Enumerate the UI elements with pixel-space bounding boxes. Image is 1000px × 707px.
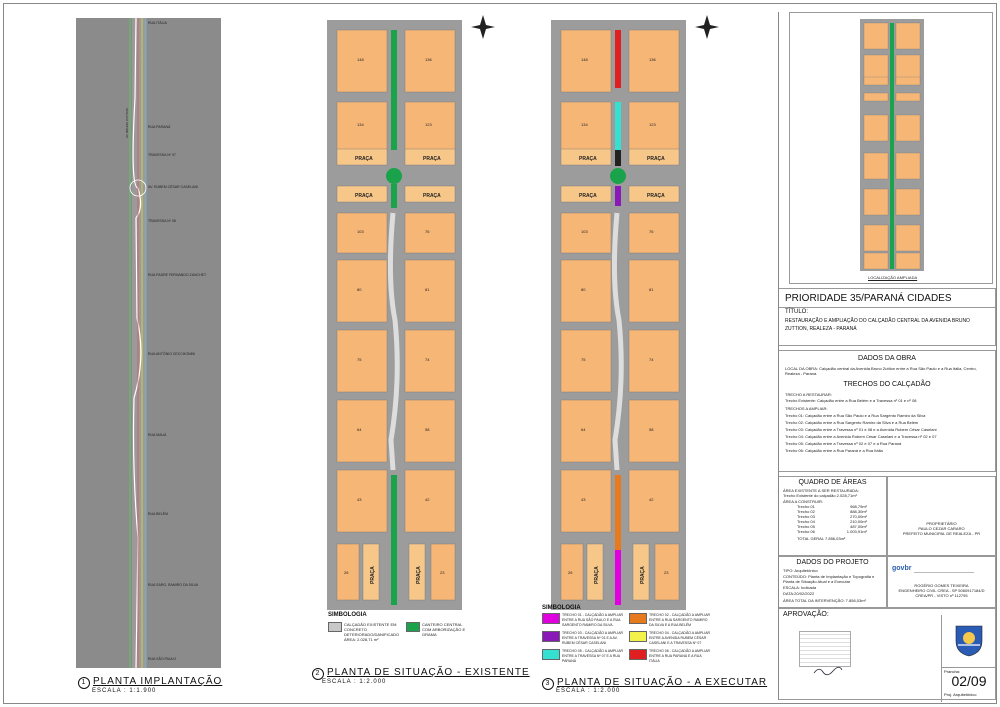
mini-block [896,225,920,251]
city-block [337,470,387,532]
legend-swatch [629,649,647,660]
street-label: RUA PADRE FERNANDO ZANCHET [148,273,207,277]
mini-block [896,23,920,49]
mini-block [896,153,920,179]
street-label: RUA SÃO PAULO [148,657,177,661]
dados-obra-title: DADOS DA OBRA [858,355,916,362]
praca-label: PRAÇA [355,156,373,162]
street-label: RUA BELÉM [148,512,169,516]
panel3-title-text: PLANTA DE SITUAÇÃO - A EXECUTAR [557,677,768,688]
area-row-label: Trecho 01 [797,504,815,509]
legend-swatch [629,631,647,642]
location-label: LOCALIZAÇÃO AMPLIADA [868,275,918,280]
prancha-cell [941,667,996,702]
area-row-label: Trecho 06 [797,529,815,534]
escala-text: ESCALA: Indicada [783,585,817,590]
block-number: 26 [344,570,349,575]
block-number: 43 [357,497,362,502]
engenheiro-box [887,556,996,608]
mini-block [864,225,888,251]
aprovacao-box [779,608,996,700]
trecho-item: Trecho 02: Calçadão entre a Rua Sargento Ramiro da Silva e a Rua Belém [785,420,919,425]
block-number: 148 [357,57,364,62]
trechos-title: TRECHOS DO CALÇADÃO [843,381,931,388]
title-block [778,12,996,700]
block-number: 123 [425,122,432,127]
proprietario-box [887,476,996,556]
brasao-cell [941,615,996,667]
block-number: 136 [425,57,432,62]
satellite-base [76,18,221,668]
trecho-02 [615,475,621,550]
block-number: 26 [568,570,573,575]
legend-swatch-existing [328,622,342,632]
praca-label: PRAÇA [579,193,597,199]
legend-item [629,649,712,664]
block-number: 103 [357,229,364,234]
dados-obra-box [779,350,996,472]
area-restaurar-label: ÁREA EXISTENTE A SER RESTAURADA: [783,488,859,493]
praca-label: PRAÇA [647,156,665,162]
mini-block [864,153,888,179]
city-block [405,260,455,322]
area-row-value: 270,00m² [850,514,867,519]
panel2-legend-title: SIMBOLOGIA [328,612,367,618]
city-block [405,400,455,462]
block-number: 134 [357,122,364,127]
street-label: TRAVESSA Nº 08 [148,219,176,223]
legend-item [629,631,712,646]
panel1-scale: ESCALA : 1:1.900 [92,688,157,694]
ampliar-label: TRECHOS A AMPLIAR: [785,406,828,411]
area-construir-label: ÁREA A CONSTRUIR: [783,499,824,504]
block-number: 42 [425,497,430,502]
mini-block [896,115,920,141]
city-block [629,260,679,322]
legend-text: TRECHO 01 - CALÇADÃO A AMPLIAR ENTRE A RUA SÃO PAULO E A RUA SARGENTO RAMIRO DA SILVA [562,613,624,627]
block-number: 80 [581,287,586,292]
area-row-label: Trecho 02 [797,509,815,514]
block-number: 123 [649,122,656,127]
green-median [391,184,397,208]
legend-item [542,649,625,664]
green-roundabout [610,168,626,184]
signature-icon [813,665,843,677]
local-obra: LOCAL DA OBRA: Calçadão central da Avenida Bruno Zuttion entre a Rua São Paulo e a Rua Itália, Centro, Realeza - Paraná. [785,366,977,376]
trecho-item: Trecho 04: Calçadão entre a Avenida Rubem César Caselani e a Travessa nº 02 e 07 [785,434,937,439]
restaurar-label: TRECHO A RESTAURAR: [785,392,832,397]
north-arrow-icon [694,14,720,40]
praca-label: PRAÇA [355,193,373,199]
legend-swatch [542,631,560,642]
legend-text: TRECHO 02 - CALÇADÃO A AMPLIAR ENTRE A RUA SARGENTO RAMIRO DA SILVA E A RUA BELÉM [649,613,711,627]
city-block [405,213,455,253]
panel3-legend-title: SIMBOLOGIA [542,605,581,611]
city-block [629,213,679,253]
block-number: 103 [581,229,588,234]
street-label: RUA PARANÁ [148,125,171,129]
city-block [561,400,611,462]
praca-label: PRAÇA [416,566,422,584]
trecho-item: Trecho 01: Calçadão entre a Rua São Paulo e a Rua Sargento Ramiro da Silva [785,413,926,418]
city-block [629,400,679,462]
legend-text: TRECHO 03 - CALÇADÃO A AMPLIAR ENTRE A TRAVESSA Nº 01 E A AV. RUBEM CÉSAR CASELANI [562,631,624,645]
block-number: 64 [357,427,362,432]
mini-block [864,23,888,49]
block-number: 74 [649,357,654,362]
conteudo-text: CONTEÚDO: Planta de Implantação e Topografia e Planta de Situação Atual e a Executar [783,574,875,584]
block-number: 23 [440,570,445,575]
mini-block [864,189,888,215]
block-number: 23 [664,570,669,575]
block-number: 42 [649,497,654,502]
engenheiro-role: ENGENHEIRO CIVIL CREA - SP 5060917184/D [898,588,985,593]
street-label: RUA ITÁLIA [148,21,167,25]
restaurar-text: Trecho Existente: Calçadão entre a Rua Belém e a Travessa nº 01 e nº 08 [785,398,917,403]
panel2-number: 2 [312,668,324,680]
legend-swatch [629,613,647,624]
panel3-scale: ESCALA : 1:2.000 [556,688,621,694]
block-number: 81 [425,287,430,292]
panel2-title-text: PLANTA DE SITUAÇÃO - EXISTENTE [327,667,530,678]
legend-item [542,613,625,628]
trecho-item: Trecho 06: Calçadão entre a Rua Paraná e a Rua Itália [785,448,883,453]
tipo-text: TIPO: Arquitetônico [783,568,818,573]
legend-text: TRECHO 04 - CALÇADÃO A AMPLIAR ENTRE A AVENIDA RUBEM CÉSAR CASELANI E A TRAVESSA Nº 07 [649,631,711,645]
praca-label: PRAÇA [594,566,600,584]
block-number: 75 [581,357,586,362]
legend-swatch-green [406,622,420,632]
city-block [405,470,455,532]
legend-green-text: CANTEIRO CENTRAL COM ARBORIZAÇÃO E GRAMA [422,622,466,637]
dados-projeto-title: DADOS DO PROJETO [796,559,869,566]
street-label: AV. RUBEM CÉSAR CASELANI [148,185,198,189]
prefeito-role: PREFEITO MUNICIPAL DE REALEZA - PR [902,531,981,536]
mini-median [890,23,894,269]
area-row-value: 968,79m² [850,504,867,509]
praca-label: PRAÇA [579,156,597,162]
panel3-legend [542,605,712,675]
location-mini-map [790,13,992,283]
praca-label: PRAÇA [640,566,646,584]
trecho-05 [615,102,621,150]
area-row [797,529,867,534]
city-block [337,330,387,392]
trecho-03 [615,186,621,206]
praca-label: PRAÇA [423,156,441,162]
proprietario-label: PROPRIETÁRIO [926,521,957,526]
mini-block [864,115,888,141]
mini-block [896,93,920,101]
panel2-scale: ESCALA : 1:2.000 [322,679,387,685]
city-block [405,330,455,392]
area-row-label: Trecho 05 [797,524,815,529]
city-block [337,400,387,462]
quadro-title: QUADRO DE ÁREAS [798,479,867,486]
green-median [391,550,397,605]
approval-stamp [799,631,851,667]
north-arrow-icon [470,14,496,40]
block-number: 136 [649,57,656,62]
block-number: 64 [581,427,586,432]
street-label: TRAVESSA Nº 07 [148,153,176,157]
city-block [337,260,387,322]
legend-swatch [542,649,560,660]
panel3-number: 3 [542,678,554,690]
block-number: 148 [581,57,588,62]
data-text: DATA:20/02/2022 [783,591,815,596]
legend-existing-text: CALÇADÃO EXISTENTE EM CONCRETO DETERIORADO/DANIFICADO ÁREA: 2.028,71 m² [344,622,400,642]
mini-block [896,189,920,215]
gov-logo: govbr [892,565,912,572]
legend-text: TRECHO 06 - CALÇADÃO A AMPLIAR ENTRE A RUA PARANÁ E A RUA ITÁLIA [649,649,711,663]
mini-block [864,93,888,101]
green-median [391,30,397,150]
city-block [629,470,679,532]
avenue-label: AV. BRUNO ZUTTION [125,108,129,138]
legend-item [542,631,625,646]
area-total-text: ÁREA TOTAL DA INTERVENÇÃO: 7.856,03m² [783,598,866,603]
block-number: 58 [649,427,654,432]
area-restaurar-value: Trecho Existente do calçadão 2.028,71m² [783,493,857,498]
area-row-label: Trecho 03 [797,514,815,519]
trecho-item: Trecho 03: Calçadão entre a Travessa nº 01 e 08 e a Avenida Rubem César Caselani [785,427,937,432]
titulo-text: RESTAURAÇÃO E AMPLIAÇÃO DO CALÇADÃO CENTRAL DA AVENIDA BRUNO ZUTTION, REALEZA - PARANÁ [785,318,970,332]
project-name: PRIORIDADE 35/PARANÁ CIDADES [785,293,952,304]
prancha-number: 02/09 [951,673,987,689]
prancha-label: Prancha: [944,669,961,674]
panel2-legend [328,612,468,668]
prefeito-name: PAULO CEZAR CARARO [918,526,965,531]
green-roundabout [386,168,402,184]
city-block [629,330,679,392]
panel1-title-text: PLANTA IMPLANTAÇÃO [93,676,223,687]
block-number: 75 [357,357,362,362]
trecho-06 [615,30,621,88]
block-number: 43 [581,497,586,502]
area-row-value: 1.003,91m² [846,529,867,534]
crea-text: CREA/PR - VISTO nº 112795 [915,593,968,598]
trecho-item: Trecho 05: Calçadão entre a Travessa nº 02 e 07 e a Rua Paraná [785,441,902,446]
titulo-label: TÍTULO: [785,309,809,315]
block-number: 76 [649,229,654,234]
mini-block [896,77,920,85]
block-number: 134 [581,122,588,127]
legend-text: TRECHO 05 - CALÇADÃO A AMPLIAR ENTRE A TRAVESSA Nº 07 E A RUA PARANÁ [562,649,624,663]
area-total-geral: TOTAL GERAL 7.856,03m² [797,536,846,541]
mini-block [864,77,888,85]
quadro-areas-box [779,476,887,556]
panel1-number: 1 [78,677,90,689]
prancha-sub: Proj. Arquitetônico [944,692,977,697]
area-row-label: Trecho 04 [797,519,815,524]
panel-existente-map [327,20,462,610]
legend-item [629,613,712,628]
block-number: 80 [357,287,362,292]
praca-label: PRAÇA [423,193,441,199]
street-label: RUA MAUÁ [148,433,167,437]
praca-label: PRAÇA [370,566,376,584]
street-label: RUA ANTÔNIO CECCHONINI [148,352,196,356]
city-block [561,470,611,532]
city-block [561,260,611,322]
city-block [561,330,611,392]
gov-logo-line [914,566,974,573]
project-box [779,288,996,346]
block-number: 76 [425,229,430,234]
green-median [391,475,397,550]
panel-executar-map [551,20,686,610]
praca-label: PRAÇA [647,193,665,199]
block-number: 74 [425,357,430,362]
panel-implantacao-map [76,18,296,661]
dados-projeto-box [779,556,887,608]
trecho-01 [615,550,621,605]
area-row-value: 487,00m² [850,524,867,529]
engenheiro-name: ROGÉRIO GOMES TEIXEIRA [914,583,969,588]
trecho-04 [615,150,621,166]
location-box [789,12,993,284]
mini-block [864,253,888,269]
block-number: 81 [649,287,654,292]
area-row-value: 210,00m² [850,519,867,524]
aprovacao-label: APROVAÇÃO: [783,611,829,618]
brasao-icon [954,623,984,657]
area-row-value: 888,30m² [850,509,867,514]
mini-block [896,253,920,269]
legend-swatch [542,613,560,624]
block-number: 58 [425,427,430,432]
street-label: RUA SARG. RAMIRO DA SILVA [148,583,199,587]
